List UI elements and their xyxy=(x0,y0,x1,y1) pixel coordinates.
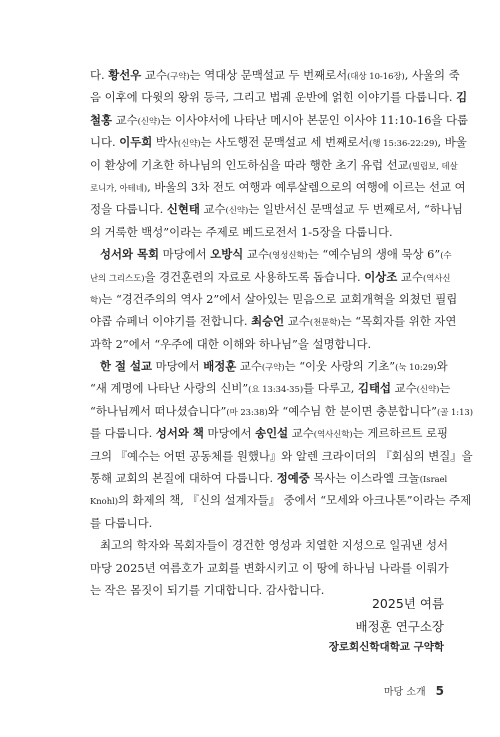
reference-note: (마 23:38) xyxy=(226,406,268,417)
text-line xyxy=(90,154,458,176)
signature-name: 배정훈 연구소장 xyxy=(355,619,444,634)
text-run: 는 “예수님의 생애 묵상 6” xyxy=(307,247,441,262)
text-run: 통해 교회의 본질에 대하여 다룹니다. xyxy=(90,471,277,486)
text-line xyxy=(90,109,468,131)
bold-term: 신현태 xyxy=(166,202,200,217)
text-line xyxy=(90,489,472,511)
text-run: 마당 2025년 여름호가 교회를 변화시키고 이 땅에 하나님 나라를 이뤄가 xyxy=(90,560,449,575)
text-line xyxy=(90,534,449,556)
text-run: 와 “예수님 한 분이면 충분합니다” xyxy=(267,403,437,418)
reference-note: (구약) xyxy=(166,71,190,81)
text-run: 교수 xyxy=(284,314,310,329)
text-run: 마당에서 xyxy=(158,247,211,262)
text-run: 음 이후에 다윗의 왕위 등극, 그리고 법궤 운반에 얽힌 이야기를 다룹니다. xyxy=(90,90,457,105)
bold-term: 김태섭 xyxy=(357,381,391,396)
text-line xyxy=(90,221,442,243)
bold-term: 오방식 xyxy=(210,247,244,262)
bold-term: 배정훈 xyxy=(203,359,237,374)
text-run: 를 다룹니다. xyxy=(90,426,156,441)
text-line xyxy=(90,64,460,86)
bold-term: 이두희 xyxy=(119,135,153,150)
text-run: 교수 xyxy=(288,426,314,441)
text-run: , 바울의 3차 전도 여행과 예루살렘으로의 여행에 이르는 선교 여 xyxy=(147,179,466,194)
text-run: 정을 다룹니다. xyxy=(90,202,167,217)
footer-section-title: 마당 소개 xyxy=(383,687,426,698)
text-run: 교수 xyxy=(199,202,226,217)
text-line xyxy=(90,86,468,108)
text-run: 교수 xyxy=(397,269,423,284)
text-run: 크의 『예수는 어떤 공동체를 원했나』와 알렌 크라이더의 『회심의 변질』을 xyxy=(90,448,473,463)
text-line xyxy=(90,377,451,399)
text-line xyxy=(90,310,457,332)
text-run: “새 계명에 나타난 사랑의 신비” xyxy=(90,381,249,396)
text-line xyxy=(90,131,467,153)
reference-note: (역사신학) xyxy=(313,429,353,440)
bold-term: 성서와 목회 xyxy=(100,247,159,262)
bold-term: 최승언 xyxy=(251,314,285,329)
reference-note: (수 xyxy=(440,250,452,261)
text-run: 의 거룩한 백성”이라는 주제로 베드로전서 1-5장을 다룹니다. xyxy=(90,224,393,239)
text-line xyxy=(90,243,452,265)
reference-note: (행 15:36-22:29) xyxy=(369,138,438,149)
page-number: 5 xyxy=(435,684,444,698)
text-run: , 사울의 죽 xyxy=(404,68,460,82)
body-text xyxy=(90,64,474,601)
bold-term: 성서와 책 xyxy=(155,426,204,441)
text-run: , 바울 xyxy=(437,135,467,150)
reference-note: (영성신학) xyxy=(268,250,308,261)
text-run: 박사 xyxy=(152,135,178,150)
text-run: 교수 xyxy=(141,68,167,82)
text-run: 는 작은 몸짓이 되기를 기대합니다. 감사합니다. xyxy=(90,582,325,597)
signature-date: 2025년 여름 xyxy=(371,596,444,611)
text-line xyxy=(90,400,474,422)
text-run: 이 환상에 기초한 하나님의 인도하심을 따라 행한 초기 유럽 선교 xyxy=(90,157,409,172)
text-line xyxy=(90,512,442,534)
reference-note: (신약) xyxy=(225,205,249,216)
text-run: 는 일반서신 문맥설교 두 번째로서, “하나님 xyxy=(248,202,463,217)
text-line xyxy=(90,445,473,467)
bold-term: 황선우 xyxy=(108,68,142,82)
bold-term: 철홍 xyxy=(90,112,113,127)
text-run: 다. xyxy=(90,68,109,82)
text-run: “하나님께서 떠나셨습니다” xyxy=(90,403,227,418)
text-run: 야콥 슈페너 이야기를 전합니다. xyxy=(90,314,252,329)
reference-note: (대상 10-16장) xyxy=(347,71,405,81)
reference-note: (신약) xyxy=(177,138,201,149)
text-line xyxy=(90,266,451,288)
text-run: 마당에서 xyxy=(203,426,256,441)
bold-term: 이상조 xyxy=(364,269,398,284)
text-run: 는 역대상 문맥설교 두 번째로서 xyxy=(189,68,348,82)
text-run: 는 “이웃 사랑의 기초” xyxy=(284,359,396,374)
reference-note: (신약) xyxy=(416,384,440,395)
reference-note: (천문학) xyxy=(309,317,341,328)
reference-note: 난의 그리스도) xyxy=(90,272,145,283)
text-line xyxy=(90,288,458,310)
text-run: 는 이사야서에 나타난 메시아 본문인 이사야 11:10-16을 다룹 xyxy=(160,112,468,127)
reference-note: (골 1:13) xyxy=(436,406,474,417)
text-run: 목사는 이스라엘 크놀 xyxy=(309,471,420,486)
text-run: 는 “경건주의의 역사 2”에서 살아있는 믿음으로 교회개혁을 외쳤던 필립 xyxy=(101,291,458,306)
reference-note: (눅 10:29) xyxy=(395,362,437,373)
reference-note: (역사신 xyxy=(422,272,451,283)
bold-term: 한 절 설교 xyxy=(100,359,152,374)
reference-note: Knohl) xyxy=(90,496,119,507)
text-line xyxy=(90,557,449,579)
reference-note: (구약) xyxy=(261,362,285,373)
page-footer xyxy=(384,683,444,698)
text-line xyxy=(90,467,448,489)
text-run: 는 “목회자를 위한 자연 xyxy=(340,314,457,329)
text-run: 교수 xyxy=(243,247,269,262)
text-run: 는 게르하르트 로핑 xyxy=(352,426,448,441)
reference-note: (Israel xyxy=(419,474,448,485)
text-run: 는 xyxy=(439,381,451,396)
text-line xyxy=(90,176,466,198)
text-line xyxy=(90,198,463,220)
text-run: 를 다루고, xyxy=(303,381,358,396)
reference-note: 로니가, 아테네) xyxy=(90,182,148,193)
text-run: 최고의 학자와 목회자들이 경건한 영성과 치열한 지성으로 일궈낸 성서 xyxy=(100,538,449,553)
text-run: 마당에서 xyxy=(151,359,204,374)
text-run: 교수 xyxy=(391,381,417,396)
reference-note: (요 13:34-35) xyxy=(248,384,304,395)
bold-term: 정예중 xyxy=(276,471,310,486)
bold-term: 송인설 xyxy=(255,426,289,441)
signature-organization: 장로회신학대학교 구약학 xyxy=(328,641,444,653)
text-run: 교수 xyxy=(236,359,262,374)
reference-note: (빌립보, 데살 xyxy=(408,160,458,171)
reference-note: 학) xyxy=(90,294,102,305)
text-run: 의 화제의 책, 『신의 설계자들』 중에서 “모세와 아크나톤”이라는 주제 xyxy=(118,493,472,508)
text-line xyxy=(90,422,448,444)
text-run: 니다. xyxy=(90,135,120,150)
text-run: 과학 2”에서 “우주에 대한 이해와 하나님”을 설명합니다. xyxy=(90,336,372,351)
bold-term: 김 xyxy=(456,90,468,105)
text-line xyxy=(90,355,448,377)
text-run: 교수 xyxy=(112,112,138,127)
text-run: 는 사도행전 문맥설교 세 번째로서 xyxy=(200,135,370,150)
reference-note: (신약) xyxy=(137,115,161,126)
text-line xyxy=(90,333,442,355)
text-run: 을 경건훈련의 자료로 사용하도록 돕습니다. xyxy=(144,269,365,284)
text-run: 와 xyxy=(436,359,448,374)
text-run: 를 다룹니다. xyxy=(90,515,153,530)
